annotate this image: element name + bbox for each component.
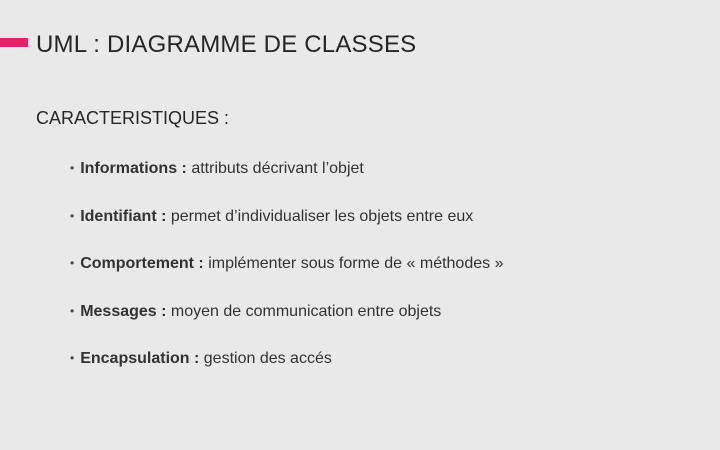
item-description: permet d’individualiser les objets entre eux xyxy=(166,207,474,225)
item-description: implémenter sous forme de « méthodes » xyxy=(203,255,504,272)
item-description: gestion des accés xyxy=(199,350,332,367)
slide-title: UML : DIAGRAMME DE CLASSES xyxy=(36,31,417,58)
list-item xyxy=(70,206,503,254)
list-item xyxy=(70,158,503,206)
bullet-dot: • xyxy=(70,256,75,270)
section-heading: CARACTERISTIQUES : xyxy=(36,108,230,128)
item-term: Messages : xyxy=(80,302,167,320)
item-term: Identifiant : xyxy=(80,207,167,225)
list-item xyxy=(70,253,503,301)
item-term: Informations : xyxy=(80,160,187,177)
bullet-dot: • xyxy=(70,303,75,318)
bullet-dot: • xyxy=(70,351,75,365)
item-term: Comportement : xyxy=(80,255,204,272)
bullet-dot: • xyxy=(70,208,75,223)
accent-bar xyxy=(0,38,28,47)
item-description: attributs décrivant l’objet xyxy=(186,160,364,177)
list-item xyxy=(70,348,503,396)
bullet-dot: • xyxy=(70,161,75,175)
item-term: Encapsulation : xyxy=(80,350,200,367)
list-item xyxy=(70,301,503,349)
item-description: moyen de communication entre objets xyxy=(166,302,442,320)
bullet-list xyxy=(70,158,503,396)
